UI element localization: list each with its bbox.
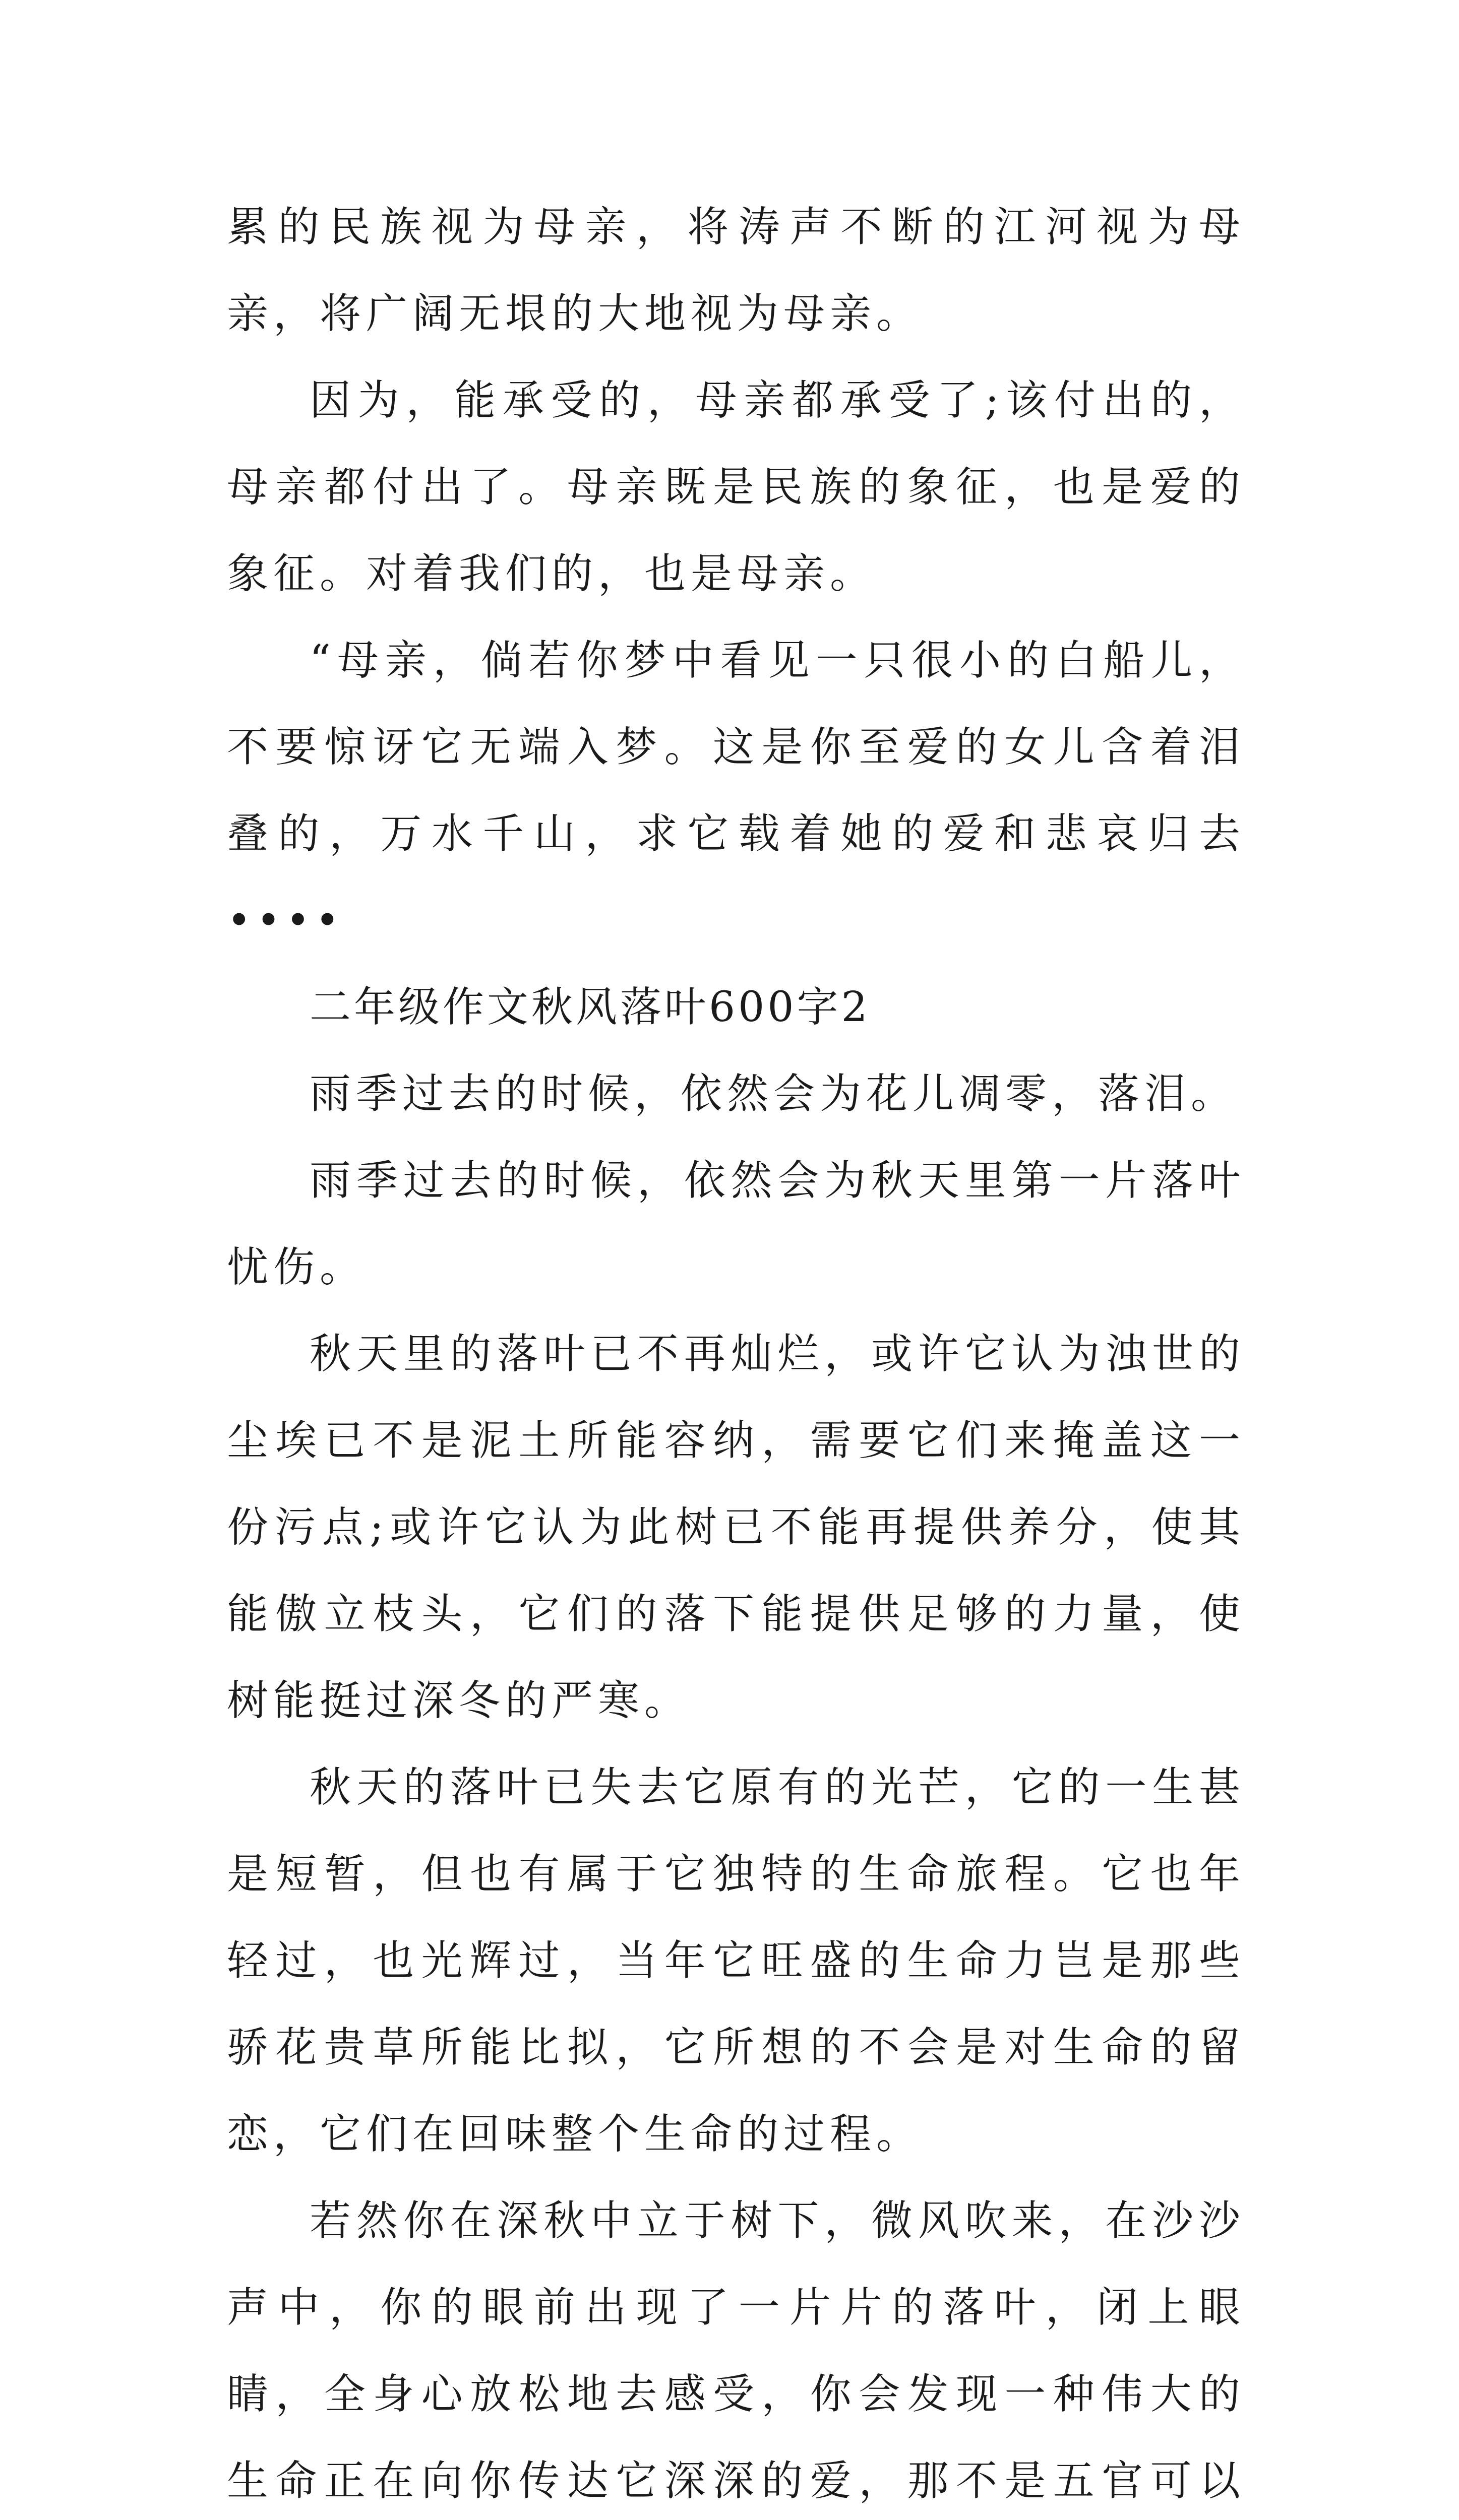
paragraph-8: 秋天的落叶已失去它原有的光芒，它的一生甚是短暂，但也有属于它独特的生命旅程。它也年轻过，也光辉过，当年它旺盛的生命力岂是那些骄花贵草所能比拟，它所想的不会是对生命的留恋，它们在回味整个生命的过程。 — [227, 1763, 1245, 2158]
paragraph-5: 雨季过去的时候，依然会为花儿凋零，落泪。 — [310, 1070, 1238, 1118]
paragraph-9: 若然你在深秋中立于树下，微风吹来，在沙沙声中，你的眼前出现了一片片的落叶，闭上眼睛，全身心放松地去感受，你会发现一种伟大的生命正在向你传达它深深的爱，那不是五官可以 — [227, 2197, 1245, 2505]
paragraph-7: 秋天里的落叶已不再灿烂，或许它认为浊世的尘埃已不是泥土所能容纳，需要它们来掩盖这一份污点;或许它认为此树已不能再提供养分，使其能傲立枝头，它们的落下能提供足够的力量，使树能挺过深冬的严寒。 — [227, 1330, 1245, 1725]
paragraph-2: 因为，能承受的，母亲都承受了;该付出的，母亲都付出了。母亲既是民族的象征，也是爱的象征。对着我们的，也是母亲。 — [227, 376, 1245, 598]
paragraph-6: 雨季过去的时候，依然会为秋天里第一片落叶忧伤。 — [227, 1157, 1245, 1291]
section-heading: 二年级作文秋风落叶600字2 — [310, 983, 871, 1031]
paragraph-3: “母亲，倘若你梦中看见一只很小的白船儿，不要惊讶它无端入梦。这是你至爱的女儿含着泪叠的，万水千山，求它载着她的爱和悲哀归去•••• — [227, 637, 1245, 944]
paragraph-1: 累的民族视为母亲，将涛声不断的江河视为母亲，将广阔无垠的大地视为母亲。 — [227, 203, 1245, 338]
body-text — [227, 184, 1245, 2520]
